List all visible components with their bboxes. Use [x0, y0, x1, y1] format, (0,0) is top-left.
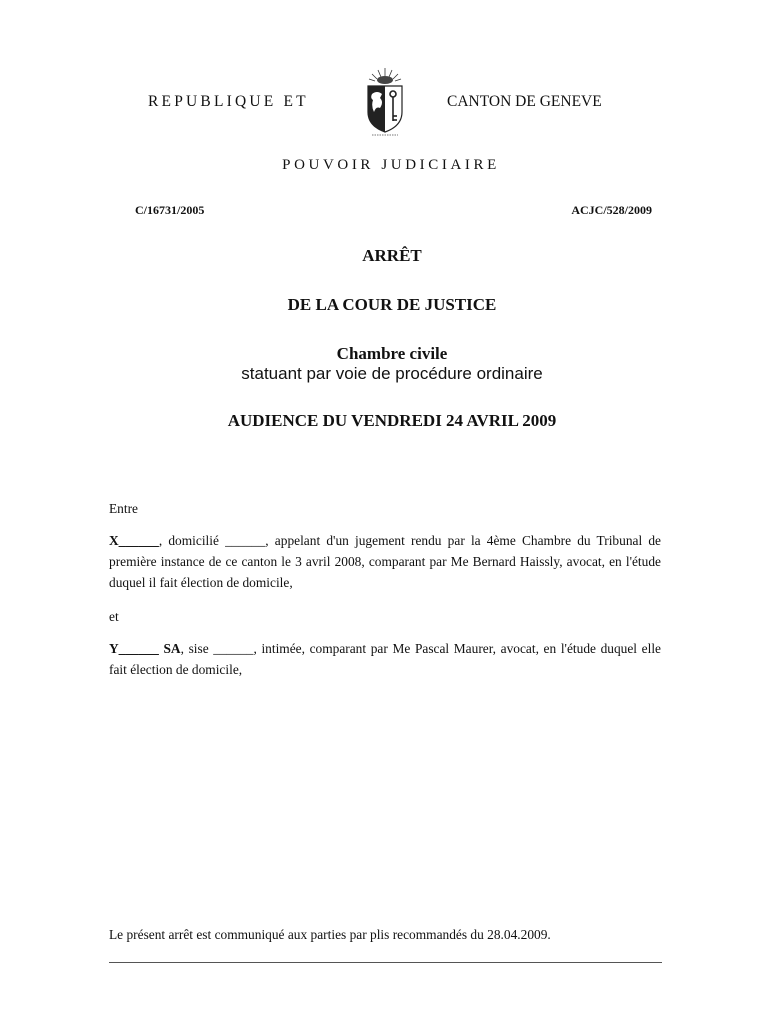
- appellant-name: X______: [109, 533, 159, 548]
- respondent-name: Y______ SA: [109, 641, 181, 656]
- chamber-name: Chambre civile: [336, 344, 448, 363]
- between-label: Entre: [109, 501, 138, 516]
- footer-divider: [109, 962, 662, 963]
- case-number: C/16731/2005: [135, 203, 205, 217]
- decision-number: ACJC/528/2009: [571, 203, 652, 217]
- header-authority: POUVOIR JUDICIAIRE: [282, 157, 500, 173]
- geneva-coat-of-arms-icon: [360, 66, 410, 138]
- court-name: DE LA COUR DE JUSTICE: [287, 295, 497, 314]
- procedure-type: statuant par voie de procédure ordinaire: [241, 364, 543, 383]
- communication-note: Le présent arrêt est communiqué aux parties par plis recommandés du 28.04.2009.: [109, 927, 551, 942]
- document-title: ARRÊT: [362, 246, 422, 265]
- hearing-date: AUDIENCE DU VENDREDI 24 AVRIL 2009: [227, 411, 557, 430]
- respondent-paragraph: [109, 638, 661, 680]
- header-canton: CANTON DE GENEVE: [447, 93, 602, 110]
- appellant-paragraph: [109, 530, 661, 593]
- header-republique: REPUBLIQUE ET: [148, 93, 309, 110]
- and-label: et: [109, 609, 119, 624]
- respondent-details: , sise ______, intimée, comparant par Me Pascal Maurer, avocat, en l'étude duquel elle fait élection de domicile,: [109, 641, 661, 677]
- appellant-details: , domicilié ______, appelant d'un jugement rendu par la 4ème Chambre du Tribunal de première instance de ce canton le 3 avril 2008, comparant par Me Bernard Haissly, avocat, en l'étude duquel il fait élection de domicile,: [109, 533, 661, 590]
